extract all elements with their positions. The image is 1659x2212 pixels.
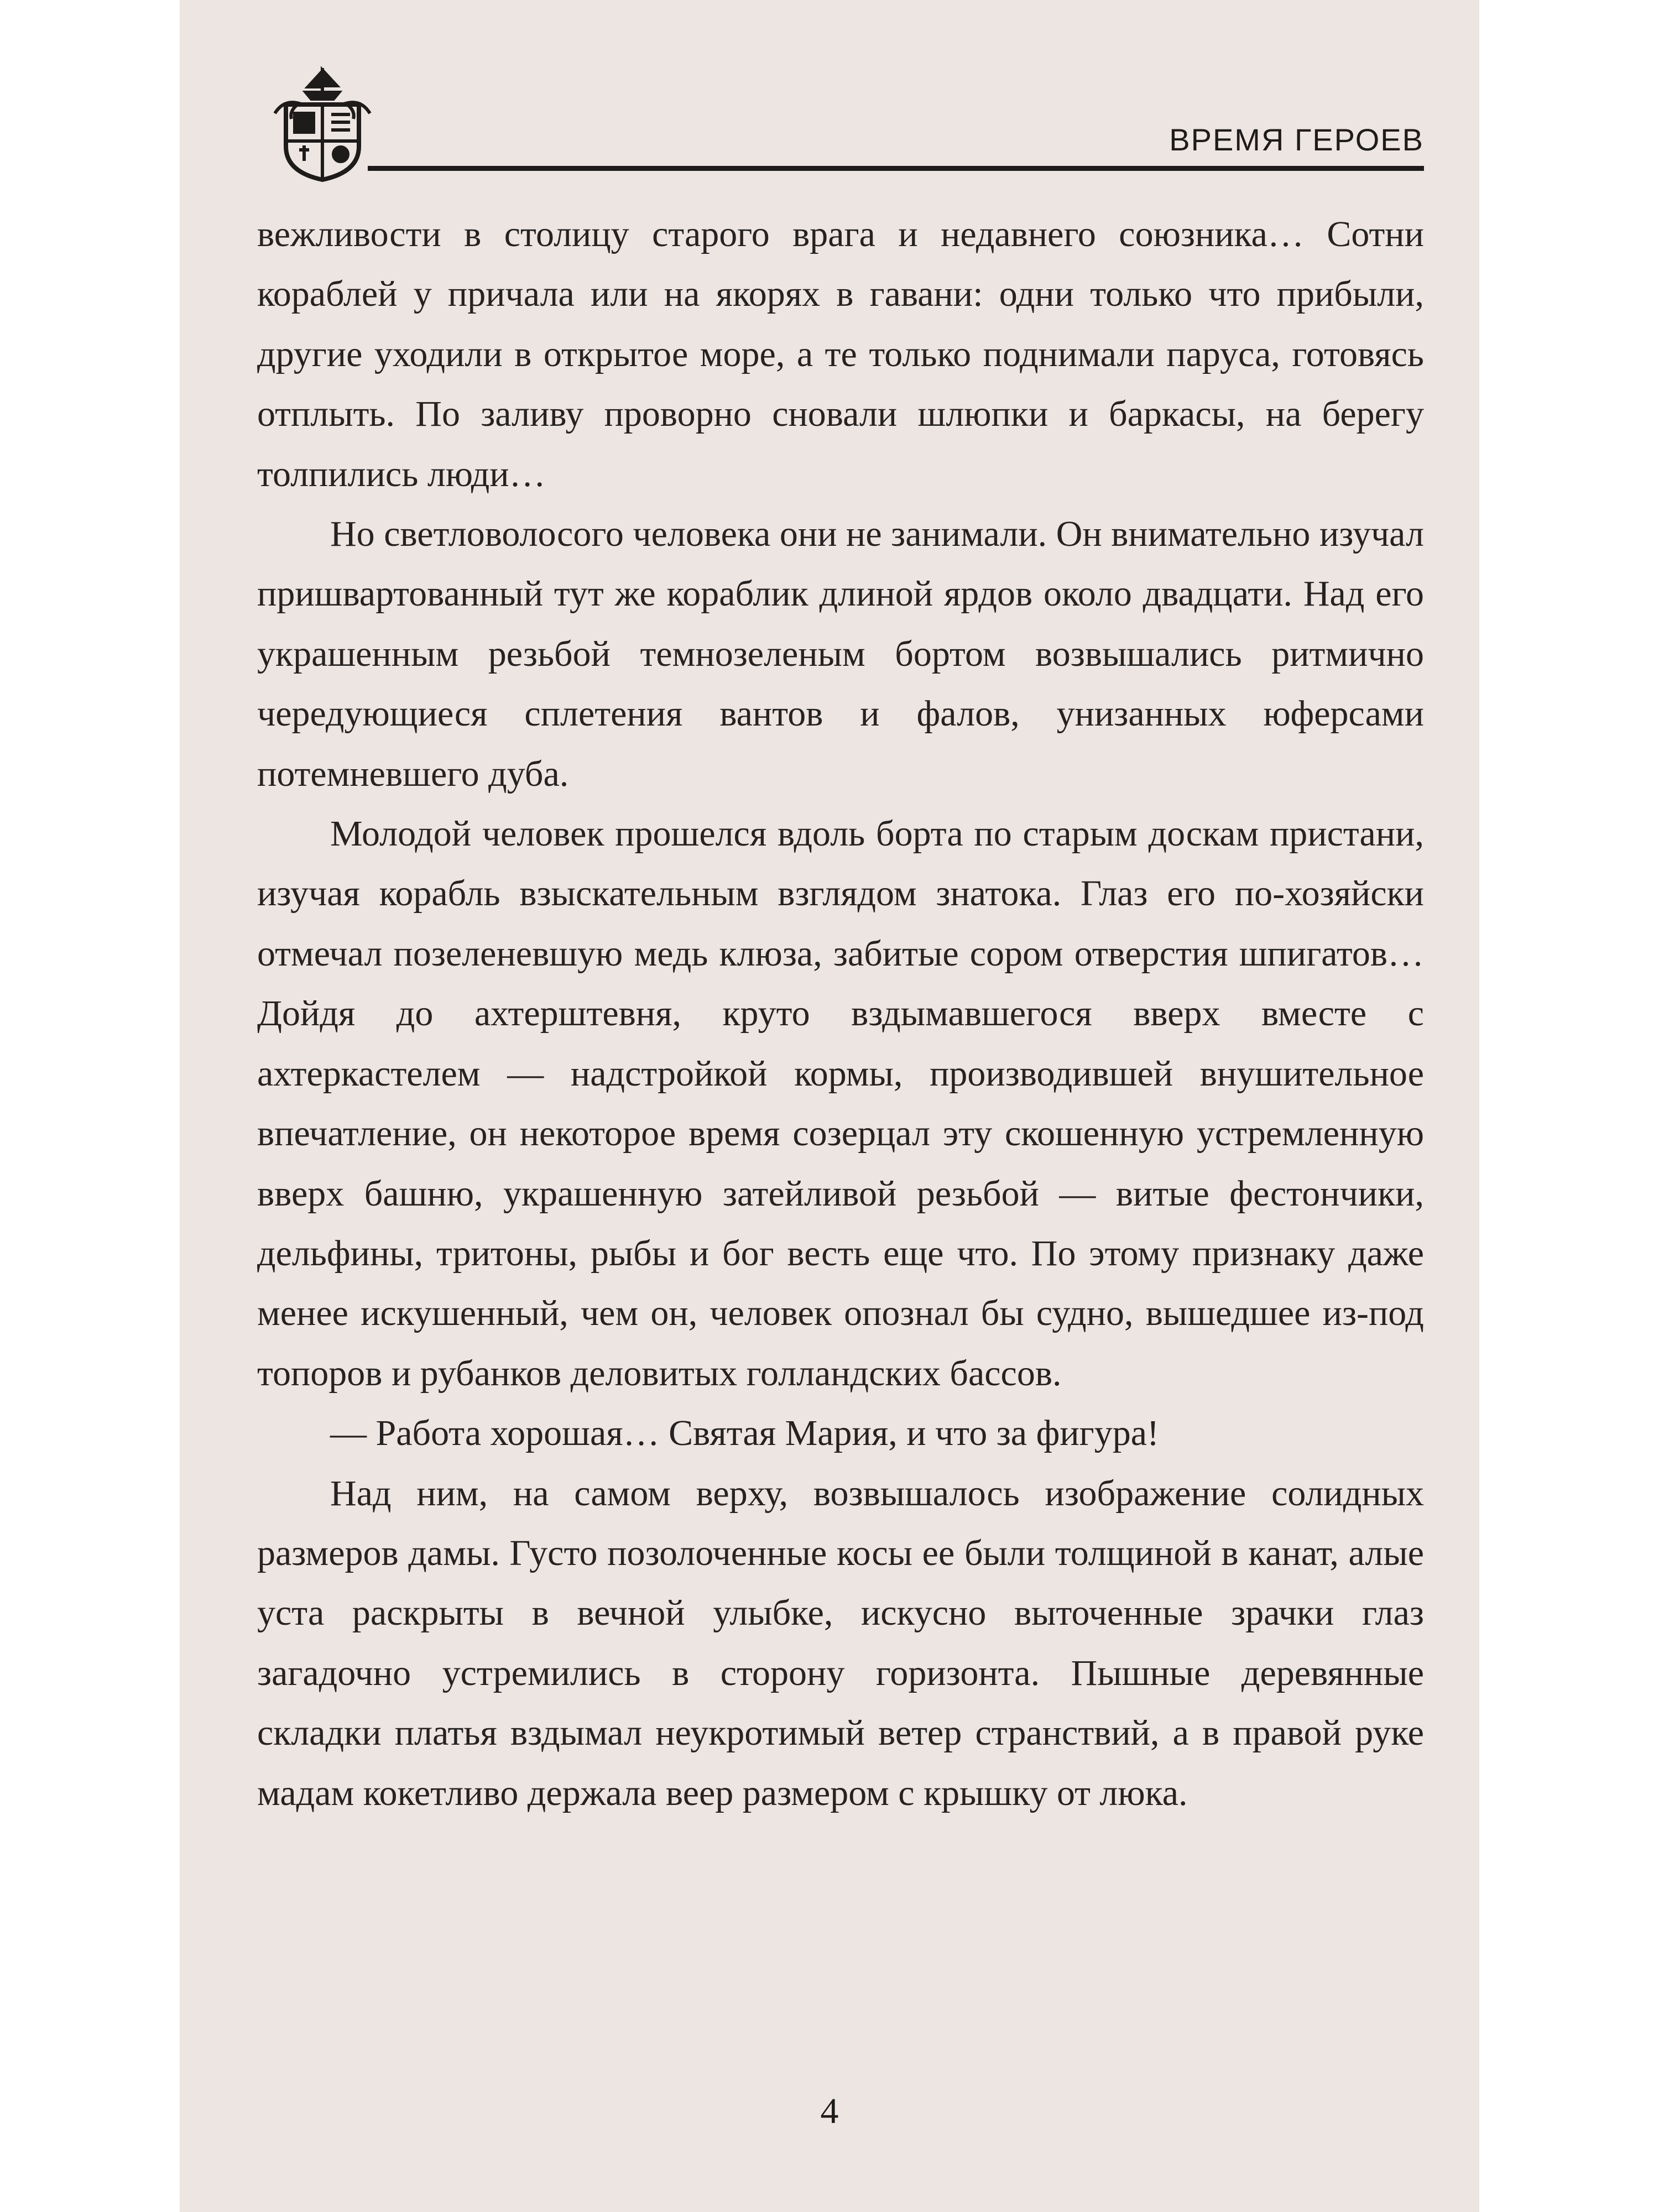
heraldic-shield-icon: [267, 64, 378, 182]
body-text: [257, 205, 1424, 1823]
dialogue-line: — Работа хорошая… Святая Мария, и что за фигура!: [330, 1413, 1160, 1454]
running-head-title: ВРЕМЯ ГЕРОЕВ: [1169, 122, 1424, 157]
paragraph: Молодой человек прошелся вдоль борта по старым доскам пристани, изучая корабль взыскательным взглядом знатока. Глаз его по-хозяйски отмечал позеленевшую медь клюза, забитые сором отверстия шпигатов… Дойдя до ахтерштевня, круто вздымавшегося вверх вместе с ахтеркастелем — надстройкой кормы, производившей внушительное впечатление, он некоторое время созерцал эту скошенную устремленную вверх башню, украшенную затейливой резьбой — витые фестончики, дельфины, тритоны, рыбы и бог весть еще что. По этому признаку даже менее искушенный, чем он, человек опознал бы судно, вышедшее из-под топоров и рубанков деловитых голландских бассов.: [257, 813, 1424, 1394]
paragraph: Над ним, на самом верху, возвышалось изображение солидных размеров дамы. Густо позолоченные косы ее были толщиной в канат, алые уста раскрыты в вечной улыбке, искусно выточенные зрачки глаз загадочно устремились в сторону горизонта. Пышные деревянные складки платья вздымал неукротимый ветер странствий, а в правой руке мадам кокетливо держала веер размером с крышку от люка.: [257, 1473, 1424, 1813]
book-page: [180, 0, 1479, 2212]
page-number: 4: [820, 2091, 839, 2131]
paragraph: вежливости в столицу старого врага и недавнего союзника… Сотни кораблей у причала или на якорях в гавани: одни только что прибыли, другие уходили в открытое море, а те только поднимали паруса, готовясь отплыть. По заливу проворно сновали шлюпки и баркасы, на берегу толпились люди…: [257, 214, 1424, 494]
header-divider: [368, 166, 1424, 171]
paragraph: Но светловолосого человека они не занимали. Он внимательно изучал пришвартованный тут же кораблик длиной ярдов около двадцати. Над его украшенным резьбой темнозеленым бортом возвышались ритмично чередующиеся сплетения вантов и фалов, унизанных юферсами потемневшего дуба.: [257, 514, 1424, 794]
